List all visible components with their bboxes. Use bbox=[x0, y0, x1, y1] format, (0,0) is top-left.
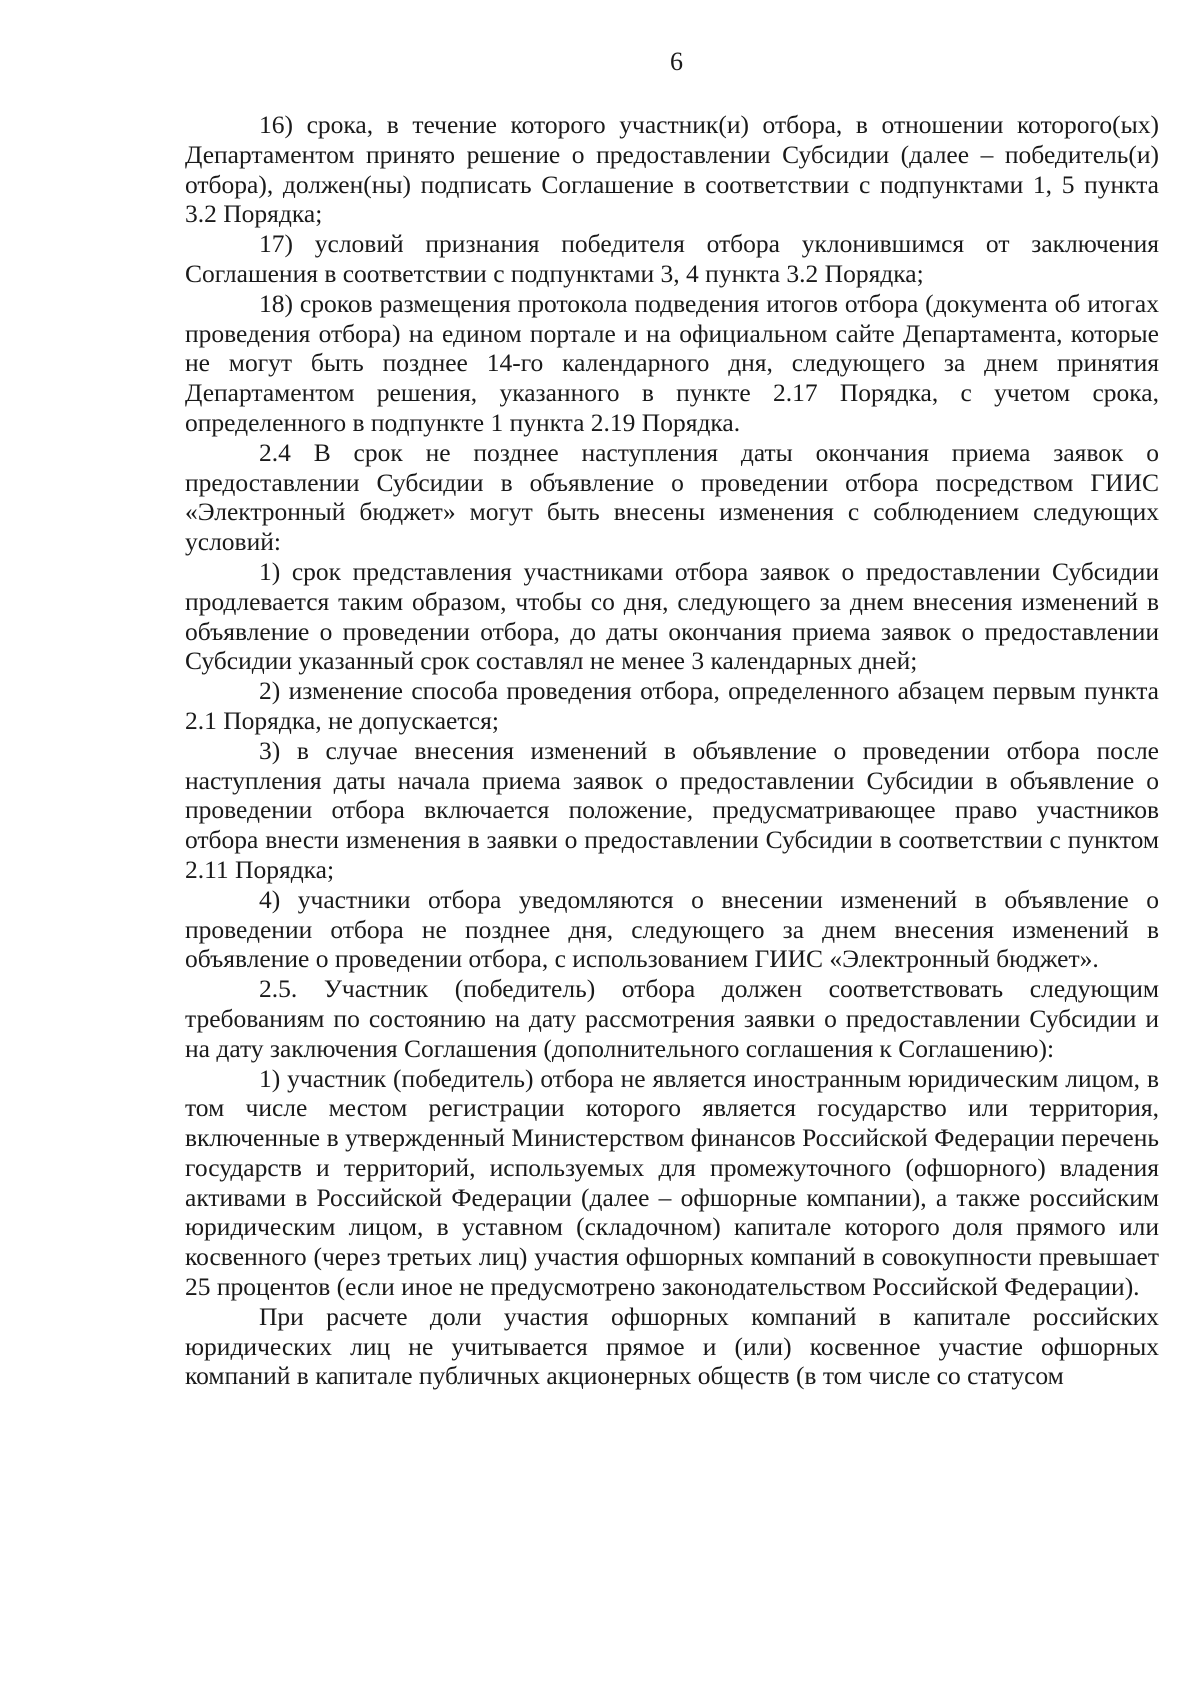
paragraph-2-4-item-1: 1) срок представления участниками отбора заявок о предоставлении Субсидии продлевается таким образом, чтобы со дня, следующего за днем внесения изменений в объявление о проведении отбора, до даты окончания приема заявок о предоставлении Субсидии указанный срок составлял не менее 3 календарных дней; bbox=[185, 556, 1159, 676]
paragraph-16-signing-deadline: 16) срока, в течение которого участник(и) отбора, в отношении которого(ых) Департаментом принято решение о предоставлении Субсидии (далее – победитель(и) отбора), должен(ны) подписать Соглашение в соответствии с подпунктами 1, 5 пункта 3.2 Порядка; bbox=[185, 110, 1159, 229]
paragraph-2-5-requirements: 2.5. Участник (победитель) отбора должен соответствовать следующим требованиям по состоянию на дату рассмотрения заявки о предоставлении Субсидии и на дату заключения Соглашения (дополнительного соглашения к Соглашению): bbox=[185, 974, 1159, 1063]
paragraph-17-evasion-conditions: 17) условий признания победителя отбора уклонившимся от заключения Соглашения в соответствии с подпунктами 3, 4 пункта 3.2 Порядка; bbox=[185, 229, 1159, 288]
paragraph-2-4-item-4: 4) участники отбора уведомляются о внесении изменений в объявление о проведении отбора не позднее дня, следующего за днем внесения изменений в объявление о проведении отбора, с использованием ГИИС «Электронный бюджет». bbox=[185, 884, 1159, 974]
paragraph-offshore-calculation: При расчете доли участия офшорных компаний в капитале российских юридических лиц не учитывается прямое и (или) косвенное участие офшорных компаний в капитале публичных акционерных обществ (в том числе со статусом bbox=[185, 1301, 1159, 1391]
document-body bbox=[185, 110, 1159, 1391]
paragraph-2-4-item-2: 2) изменение способа проведения отбора, определенного абзацем первым пункта 2.1 Порядка, не допускается; bbox=[185, 676, 1159, 735]
paragraph-18-protocol-terms: 18) сроков размещения протокола подведения итогов отбора (документа об итогах проведения отбора) на едином портале и на официальном сайте Департамента, которые не могут быть позднее 14-го календарного дня, следующего за днем принятия Департаментом решения, указанного в пункте 2.17 Порядка, с учетом срока, определенного в подпункте 1 пункта 2.19 Порядка. bbox=[185, 288, 1159, 437]
paragraph-2-4-amendments: 2.4 В срок не позднее наступления даты окончания приема заявок о предоставлении Субсидии в объявление о проведении отбора посредством ГИИС «Электронный бюджет» могут быть внесены изменения с соблюдением следующих условий: bbox=[185, 437, 1159, 557]
paragraph-2-5-item-1: 1) участник (победитель) отбора не является иностранным юридическим лицом, в том числе местом регистрации которого является государство или территория, включенные в утвержденный Министерством финансов Российской Федерации перечень государств и территорий, используемых для промежуточного (офшорного) владения активами в Российской Федерации (далее – офшорные компании), а также российским юридическим лицом, в уставном (складочном) капитале которого доля прямого или косвенного (через третьих лиц) участия офшорных компаний в совокупности превышает 25 процентов (если иное не предусмотрено законодательством Российской Федерации). bbox=[185, 1063, 1159, 1302]
page-number: 6 bbox=[670, 47, 683, 76]
paragraph-2-4-item-3: 3) в случае внесения изменений в объявление о проведении отбора после наступления даты начала приема заявок о предоставлении Субсидии в объявление о проведении отбора включается положение, предусматривающее право участников отбора внести изменения в заявки о предоставлении Субсидии в соответствии с пунктом 2.11 Порядка; bbox=[185, 735, 1159, 884]
